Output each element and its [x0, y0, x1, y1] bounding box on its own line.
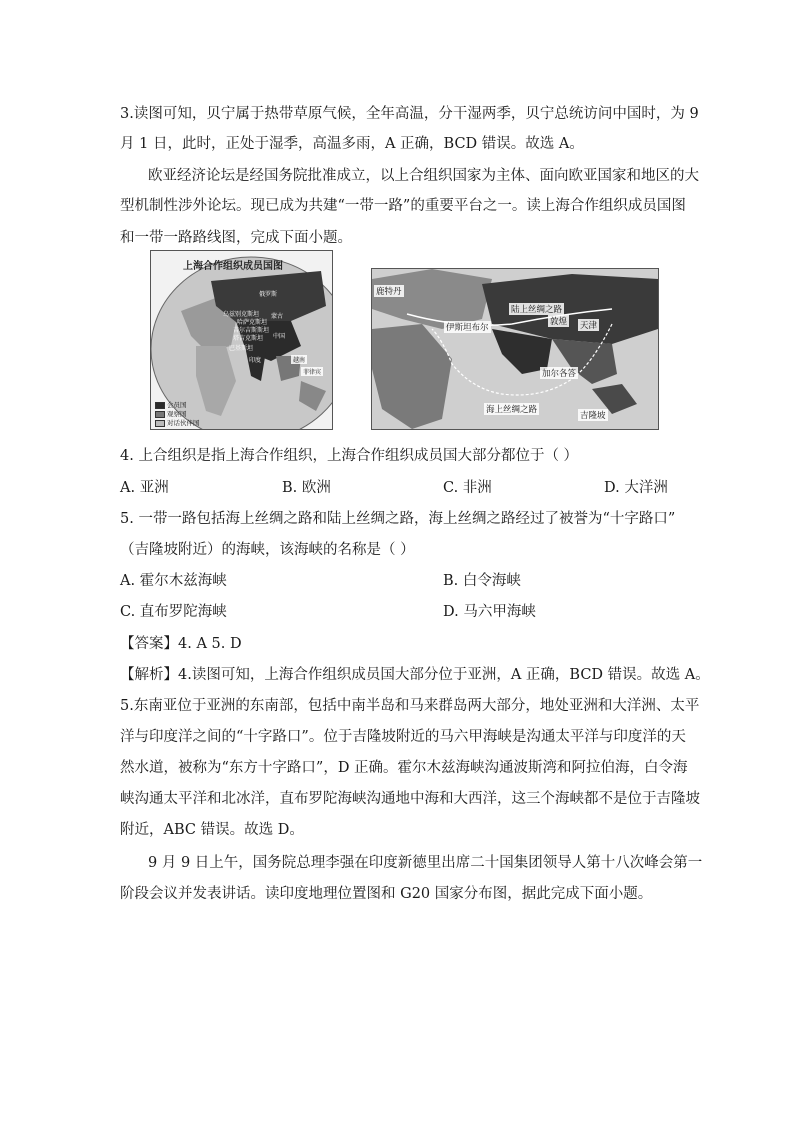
- analysis-line: 5.东南亚位于亚洲的东南部，包括中南半岛和马来群岛两大部分，地处亚洲和大洋洲、太平: [120, 698, 700, 714]
- q5-option-b: B. 白令海峡: [443, 573, 521, 589]
- question-4-stem: 4. 上合组织是指上海合作组织，上海合作组织成员国大部分都位于（ ）: [120, 448, 579, 464]
- paragraph-line: 和一带一路路线图，完成下面小题。: [120, 230, 352, 246]
- paragraph-line: 阶段会议并发表讲话。读印度地理位置图和 G20 国家分布图，据此完成下面小题。: [120, 886, 653, 902]
- map-label: 伊斯坦布尔: [446, 323, 489, 333]
- paragraph-line: 欧亚经济论坛是经国务院批准成立，以上合组织国家为主体、面向欧亚国家和地区的大: [148, 168, 699, 184]
- map-legend: [155, 401, 200, 428]
- legend-label: 观察国: [167, 410, 187, 418]
- q4-option-d: D. 大洋洲: [604, 480, 668, 496]
- paragraph-line: 型机制性涉外论坛。现已成为共建“一带一路”的重要平台之一。读上海合作组织成员国图: [120, 198, 686, 214]
- q4-option-a: A. 亚洲: [120, 480, 169, 496]
- sco-members-map: [150, 250, 333, 430]
- map-label: 陆上丝绸之路: [511, 305, 563, 315]
- map-label: 海上丝绸之路: [486, 405, 538, 415]
- map-label: 加尔各答: [542, 369, 577, 379]
- analysis-line: 峡沟通太平洋和北冰洋，直布罗陀海峡沟通地中海和大西洋，这三个海峡都不是位于吉隆坡: [120, 791, 700, 807]
- map-label: 哈萨克斯坦: [237, 319, 268, 326]
- map-label: 鹿特丹: [376, 287, 402, 297]
- question-5-stem: （吉隆坡附近）的海峡，该海峡的名称是（ ）: [120, 542, 415, 558]
- belt-and-road-map: [371, 268, 659, 430]
- map-label: 乌兹别克斯坦: [223, 311, 260, 318]
- map-label: 塔吉克斯坦: [233, 335, 264, 342]
- legend-label: 对话伙伴国: [167, 419, 200, 427]
- map-label: 印度: [249, 357, 262, 364]
- map-label: 越南: [293, 357, 306, 364]
- q5-option-c: C. 直布罗陀海峡: [120, 604, 227, 620]
- paragraph-line: 3.读图可知，贝宁属于热带草原气候，全年高温，分干湿两季，贝宁总统访问中国时，为 9: [120, 106, 699, 122]
- question-5-stem: 5. 一带一路包括海上丝绸之路和陆上丝绸之路，海上丝绸之路经过了被誉为“十字路口”: [120, 511, 676, 527]
- paragraph-line: 9 月 9 日上午，国务院总理李强在印度新德里出席二十国集团领导人第十八次峰会第一: [148, 855, 703, 871]
- map-label: 吉尔吉斯斯坦: [233, 327, 270, 334]
- map-label: 中国: [273, 333, 286, 340]
- q4-option-c: C. 非洲: [443, 480, 492, 496]
- q4-option-b: B. 欧洲: [282, 480, 331, 496]
- map-label: 俄罗斯: [259, 291, 278, 298]
- map-label: 菲律宾: [303, 369, 322, 376]
- analysis-line: 洋与印度洋之间的“十字路口”。位于吉隆坡附近的马六甲海峡是沟通太平洋与印度洋的天: [120, 729, 686, 745]
- map-label: 蒙古: [271, 313, 284, 320]
- map-label: 敦煌: [550, 317, 568, 327]
- paragraph-line: 月 1 日，此时，正处于湿季，高温多雨，A 正确，BCD 错误。故选 A。: [120, 136, 584, 152]
- map-title: 上海合作组织成员国图: [183, 261, 283, 272]
- map-label: 巴基斯坦: [229, 345, 254, 352]
- map-label: 天津: [580, 321, 598, 331]
- map-label: 吉隆坡: [580, 411, 606, 421]
- legend-label: 会员国: [167, 401, 187, 409]
- answer-line: 【答案】4. A 5. D: [120, 636, 242, 652]
- analysis-line: 【解析】4.读图可知，上海合作组织成员国大部分位于亚洲，A 正确，BCD 错误。故选 A。: [120, 667, 710, 683]
- analysis-line: 然水道，被称为“东方十字路口”，D 正确。霍尔木兹海峡沟通波斯湾和阿拉伯海，白令海: [120, 760, 688, 776]
- q5-option-d: D. 马六甲海峡: [443, 604, 536, 620]
- q5-option-a: A. 霍尔木兹海峡: [120, 573, 227, 589]
- analysis-line: 附近，ABC 错误。故选 D。: [120, 822, 304, 838]
